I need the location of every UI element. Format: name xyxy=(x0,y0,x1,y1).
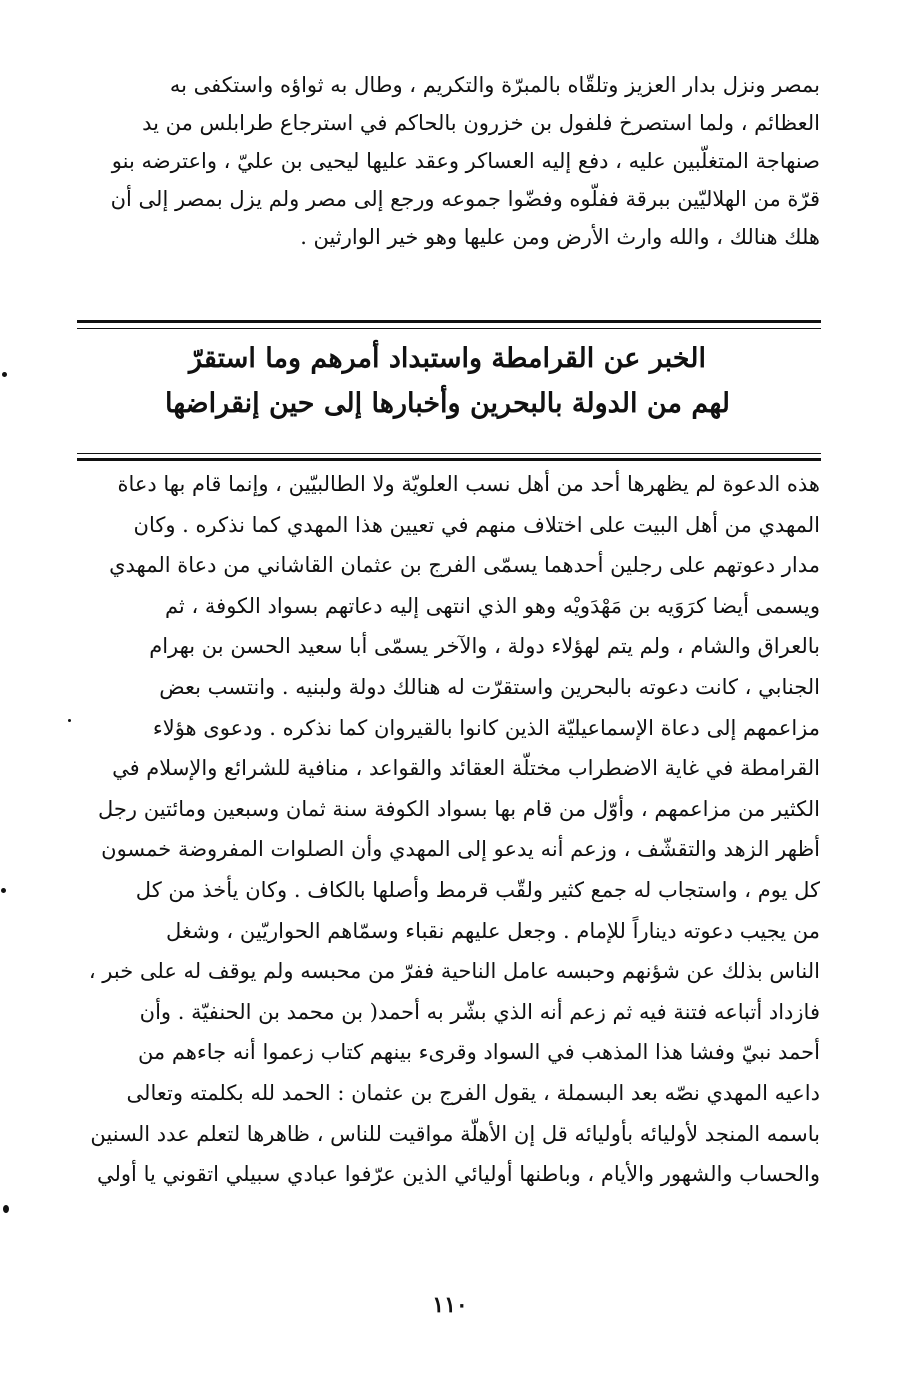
scan-speck xyxy=(68,719,71,722)
text-line: صنهاجة المتغلّبين عليه ، دفع إليه العساكر وعقد عليها ليحيى بن عليّ ، واعترضه بنو xyxy=(111,149,820,173)
heading-bottom-rule-thin xyxy=(77,453,821,454)
text-line: فازداد أتباعه فتنة فيه ثم زعم أنه الذي بشّر به أحمد( بن محمد بن الحنفيّة . وأن xyxy=(139,999,820,1024)
text-line: الناس بذلك عن شؤنهم وحبسه عامل الناحية ففرّ من محبسه ولم يوقف له على خبر ، xyxy=(88,959,820,984)
text-line: بالعراق والشام ، ولم يتم لهؤلاء دولة ، والآخر يسمّى أبا سعيد الحسن بن بهرام xyxy=(149,634,820,659)
text-line: هذه الدعوة لم يظهرها أحد من أهل نسب العلويّة ولا الطالبيّين ، وإنما قام بها دعاة xyxy=(117,472,820,496)
page-number: ١١٠ xyxy=(432,1292,468,1318)
text-line: قرّة من الهلاليّين ببرقة ففلّوه وفضّوا جموعه ورجع إلى مصر ولم يزل بمصر إلى أن xyxy=(110,187,820,211)
text-line: الكثير من مزاعمهم ، وأوّل من قام بها بسواد الكوفة سنة ثمان وسبعين ومائتين رجل xyxy=(98,796,820,821)
text-line: المهدي من أهل البيت على اختلاف منهم في تعيين هذا المهدي كما نذكره . وكان xyxy=(133,512,820,537)
scan-speck xyxy=(3,1205,9,1213)
text-line: هلك هنالك ، والله وارث الأرض ومن عليها وهو خير الوارثين . xyxy=(300,225,820,249)
text-line: باسمه المنجد لأوليائه بأوليائه قل إن الأهلّة مواقيت للناس ، ظاهرها لتعلم عدد السنين xyxy=(90,1121,820,1146)
heading-top-rule-thick xyxy=(77,320,821,323)
text-line: أحمد نبيّ وفشا هذا المذهب في السواد وقرىء بينهم كتاب زعموا أنه جاءهم من xyxy=(137,1040,820,1065)
body-paragraph xyxy=(75,464,820,1195)
section-heading xyxy=(75,336,820,426)
heading-line: الخبر عن القرامطة واستبداد أمرهم وما استقرّ xyxy=(189,343,706,374)
text-line: داعيه المهدي نصّه بعد البسملة ، يقول الفرج بن عثمان : الحمد لله بكلمته وتعالى xyxy=(126,1080,820,1105)
text-line: من يجيب دعوته ديناراً للإمام . وجعل عليهم نقباء وسمّاهم الحواريّين ، وشغل xyxy=(165,918,820,943)
heading-line: لهم من الدولة بالبحرين وأخبارها إلى حين إنقراضها xyxy=(164,388,730,419)
text-line: بمصر ونزل بدار العزيز وتلقّاه بالمبرّة والتكريم ، وطال به ثواؤه واستكفى به xyxy=(169,73,820,97)
intro-paragraph xyxy=(75,66,820,256)
text-line: مدار دعوتهم على رجلين أحدهما يسمّى الفرج بن عثمان القاشاني من دعاة المهدي xyxy=(109,553,820,578)
text-line: الجنابي ، كانت دعوته بالبحرين واستقرّت له هنالك دولة ولبنيه . وانتسب بعض xyxy=(159,674,820,699)
heading-top-rule-thin xyxy=(77,328,821,329)
text-line: والحساب والشهور والأيام ، وباطنها أوليائي الذين عرّفوا عبادي سبيلي اتقوني يا أولي xyxy=(97,1162,820,1187)
text-line: كل يوم ، واستجاب له جمع كثير ولقّب قرمط وأصلها بالكاف . وكان يأخذ من كل xyxy=(135,877,820,902)
heading-bottom-rule-thick xyxy=(77,458,821,461)
text-line: ويسمى أيضا كرَوَيه بن مَهْدَويْه وهو الذي انتهى إليه دعاتهم بسواد الكوفة ، ثم xyxy=(164,593,820,618)
text-line: مزاعمهم إلى دعاة الإسماعيليّة الذين كانوا بالقيروان كما نذكره . ودعوى هؤلاء xyxy=(152,715,820,740)
scan-speck xyxy=(2,372,7,377)
text-line: العظائم ، ولما استصرخ فلفول بن خزرون بالحاكم في استرجاع طرابلس من يد xyxy=(142,111,820,135)
text-line: القرامطة في غاية الاضطراب مختلّة العقائد والقواعد ، منافية للشرائع والإسلام في xyxy=(112,756,820,781)
scan-speck xyxy=(1,888,6,893)
text-line: أظهر الزهد والتقشّف ، وزعم أنه يدعو إلى المهدي وأن الصلوات المفروضة خمسون xyxy=(101,837,820,862)
